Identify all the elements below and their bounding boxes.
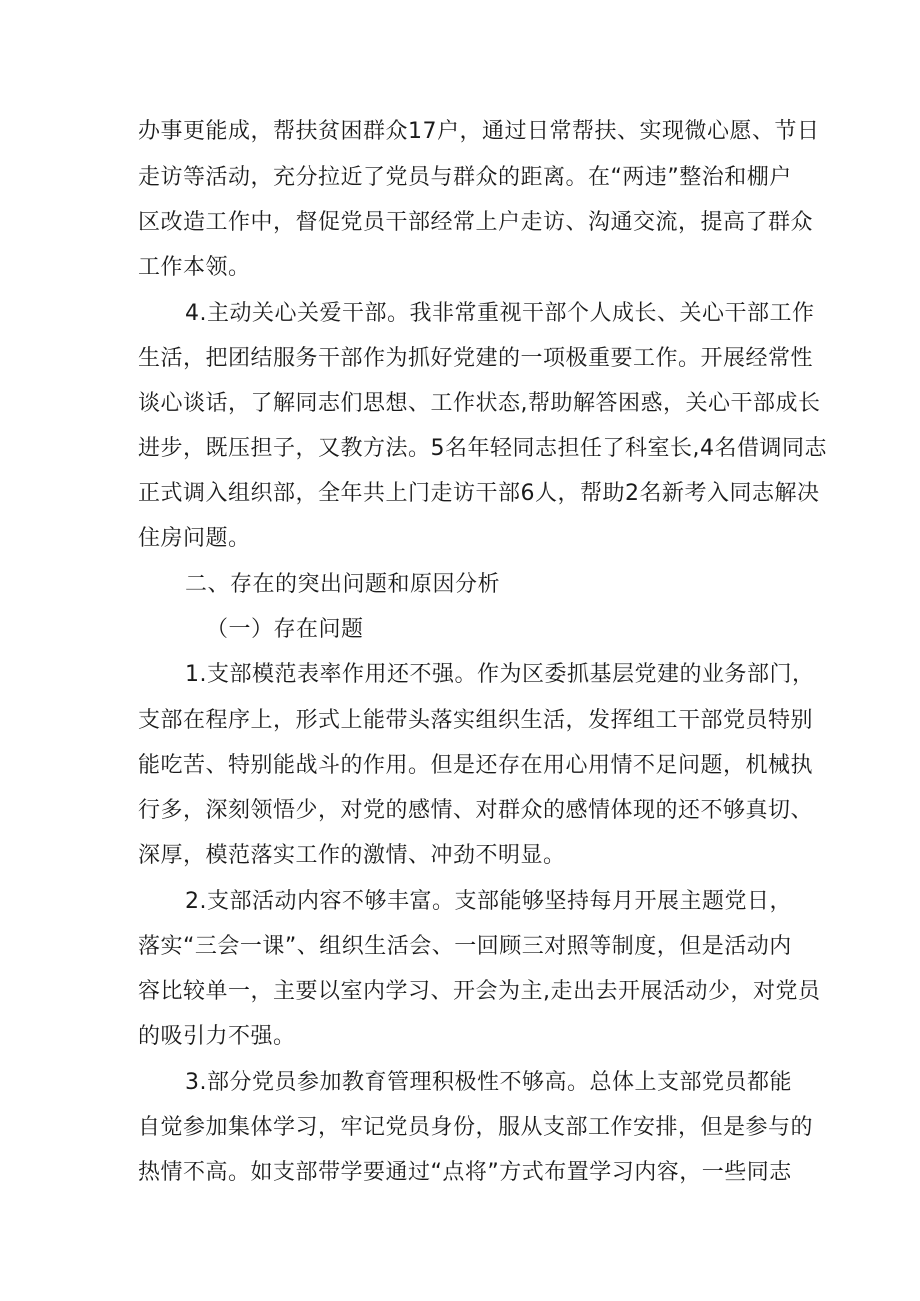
text-line: 工作本领。 — [138, 255, 251, 280]
text-line: 热情不高。如支部带学要通过“点将”方式布置学习内容，一些同志 — [138, 1160, 792, 1185]
numbered-item-heading: 4.主动关心关爱干部。我非常重视干部个人成长、关心干部工作 — [185, 301, 815, 326]
text-line: 进步，既压担子，又教方法。5名年轻同志担任了科室长,4名借调同志 — [138, 436, 827, 461]
numbered-item-heading: 1.支部模范表率作用还不强。作为区委抓基层党建的业务部门， — [185, 662, 815, 687]
text-line: 能吃苦、特别能战斗的作用。但是还存在用心用情不足问题，机械执 — [138, 753, 814, 778]
text-line: 生活，把团结服务干部作为抓好党建的一项极重要工作。开展经常性 — [138, 346, 814, 371]
text-line: 住房问题。 — [138, 526, 251, 551]
subsection-heading: （一）存在问题 — [206, 617, 364, 642]
text-line: 深厚，模范落实工作的激情、冲劲不明显。 — [138, 843, 566, 868]
section-heading: 二、存在的突出问题和原因分析 — [185, 572, 501, 597]
numbered-item-heading: 2.支部活动内容不够丰富。支部能够坚持每月开展主题党日， — [185, 889, 792, 914]
numbered-item-heading: 3.部分党员参加教育管理积极性不够高。总体上支部党员都能 — [185, 1070, 792, 1095]
text-line: 走访等活动，充分拉近了党员与群众的距离。在“两违”整治和棚户 — [138, 165, 792, 190]
text-line: 容比较单一，主要以室内学习、开会为主,走出去开展活动少，对党员 — [138, 979, 821, 1004]
text-line: 支部在程序上，形式上能带头落实组织生活，发挥组工干部党员特别 — [138, 708, 814, 733]
text-line: 办事更能成，帮扶贫困群众17户，通过日常帮扶、实现微心愿、节日 — [138, 119, 820, 144]
text-line: 正式调入组织部，全年共上门走访干部6人，帮助2名新考入同志解决 — [138, 481, 820, 506]
text-line: 的吸引力不强。 — [138, 1024, 296, 1049]
text-line: 谈心谈话，了解同志们思想、工作状态,帮助解答困惑，关心干部成长 — [138, 391, 821, 416]
text-line: 落实“三会一课”、组织生活会、一回顾三对照等制度，但是活动内 — [138, 934, 792, 959]
text-line: 区改造工作中，督促党员干部经常上户走访、沟通交流，提高了群众 — [138, 210, 814, 235]
text-line: 自觉参加集体学习，牢记党员身份，服从支部工作安排，但是参与的 — [138, 1115, 814, 1140]
text-line: 行多，深刻领悟少，对党的感情、对群众的感情体现的还不够真切、 — [138, 798, 814, 823]
